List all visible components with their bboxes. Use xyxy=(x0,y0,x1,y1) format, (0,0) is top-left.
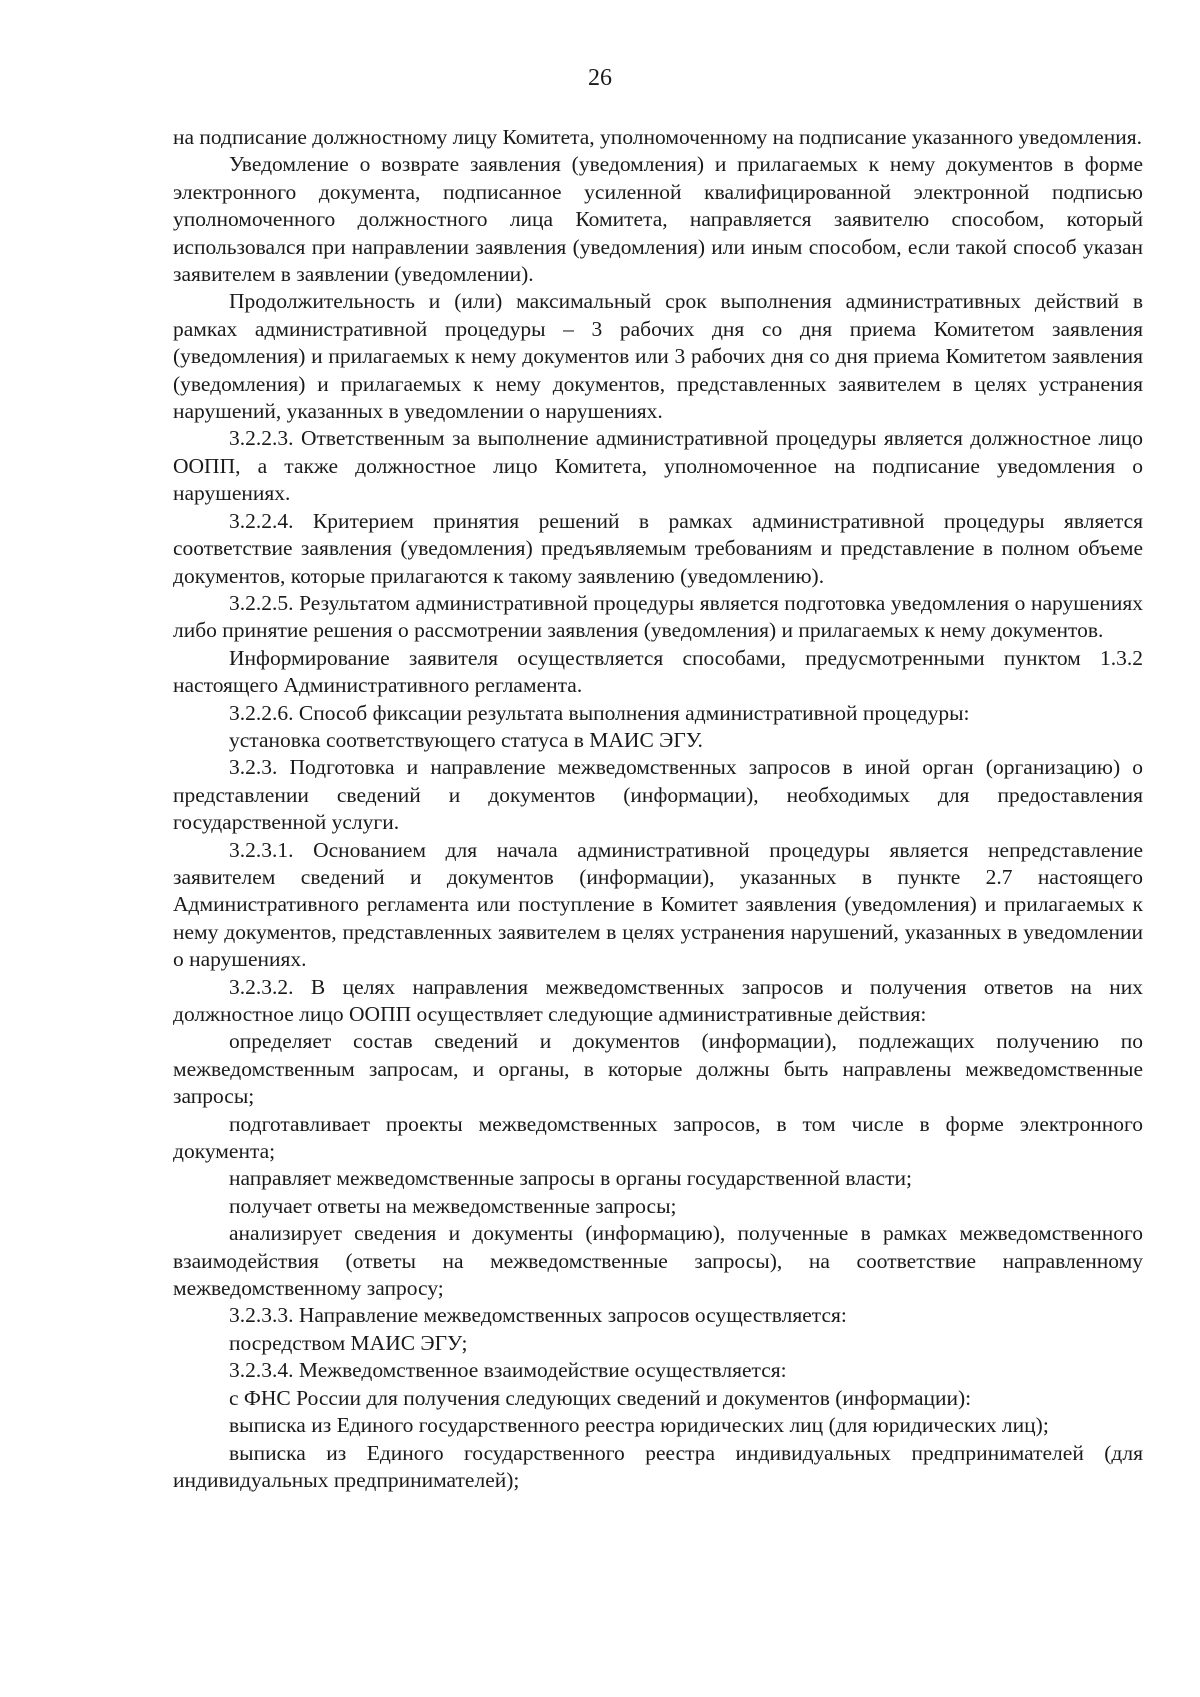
paragraph: определяет состав сведений и документов (информации), подлежащих получению по межведомственным запросам, и органы, в которые должны быть направлены межведомственные запросы; xyxy=(173,1029,1143,1109)
paragraph: установка соответствующего статуса в МАИС ЭГУ. xyxy=(229,727,703,752)
paragraph: 3.2.3. Подготовка и направление межведомственных запросов в иной орган (организацию) о представлении сведений и документов (информации), необходимых для предоставления государственной услуги. xyxy=(173,755,1143,835)
paragraph: 3.2.2.4. Критерием принятия решений в рамках административной процедуры является соответствие заявления (уведомления) предъявляемым требованиям и представление в полном объеме документов, которые прилагаются к такому заявлению (уведомлению). xyxy=(173,508,1143,588)
paragraph: на подписание должностному лицу Комитета, уполномоченному на подписание указанного уведомления. xyxy=(173,125,1142,149)
document-body xyxy=(173,124,1143,1494)
paragraph: направляет межведомственные запросы в органы государственной власти; xyxy=(229,1166,912,1191)
paragraph: выписка из Единого государственного реестра индивидуальных предпринимателей (для индивидуальных предпринимателей); xyxy=(173,1440,1143,1492)
paragraph: Уведомление о возврате заявления (уведомления) и прилагаемых к нему документов в форме электронного документа, подписанное усиленной квалифицированной электронной подписью уполномоченного должностного лица Комитета, направляется заявителю способом, который использовался при направлении заявления (уведомления) или иным способом, если такой способ указан заявителем в заявлении (уведомлении). xyxy=(173,152,1143,287)
paragraph: подготавливает проекты межведомственных запросов, в том числе в форме электронного документа; xyxy=(173,1111,1143,1164)
paragraph: 3.2.2.3. Ответственным за выполнение административной процедуры является должностное лицо ООПП, а также должностное лицо Комитета, уполномоченное на подписание уведомления о нарушениях. xyxy=(173,426,1143,506)
paragraph: анализирует сведения и документы (информацию), полученные в рамках межведомственного взаимодействия (ответы на межведомственные запросы), на соответствие направленному межведомственному запросу; xyxy=(173,1221,1143,1301)
paragraph: посредством МАИС ЭГУ; xyxy=(229,1330,468,1355)
paragraph: получает ответы на межведомственные запросы; xyxy=(229,1193,677,1218)
page-number: 26 xyxy=(588,65,612,91)
paragraph: 3.2.3.3. Направление межведомственных запросов осуществляется: xyxy=(229,1303,847,1328)
paragraph: 3.2.2.5. Результатом административной процедуры является подготовка уведомления о нарушениях либо принятие решения о рассмотрении заявления (уведомления) и прилагаемых к нему документов. xyxy=(173,590,1143,643)
paragraph: 3.2.2.6. Способ фиксации результата выполнения административной процедуры: xyxy=(229,700,970,725)
paragraph: Продолжительность и (или) максимальный срок выполнения административных действий в рамках административной процедуры – 3 рабочих дня со дня приема Комитетом заявления (уведомления) и прилагаемых к нему документов или 3 рабочих дня со дня приема Комитетом заявления (уведомления) и прилагаемых к нему документов, представленных заявителем в целях устранения нарушений, указанных в уведомлении о нарушениях. xyxy=(173,289,1143,424)
paragraph: Информирование заявителя осуществляется способами, предусмотренными пунктом 1.3.2 настоящего Административного регламента. xyxy=(173,645,1143,698)
paragraph: 3.2.3.2. В целях направления межведомственных запросов и получения ответов на них должностное лицо ООПП осуществляет следующие административные действия: xyxy=(173,974,1143,1026)
paragraph: 3.2.3.1. Основанием для начала административной процедуры является непредставление заявителем сведений и документов (информации), указанных в пункте 2.7 настоящего Административного регламента или поступление в Комитет заявления (уведомления) и прилагаемых к нему документов, представленных заявителем в целях устранения нарушений, указанных в уведомлении о нарушениях. xyxy=(173,837,1143,972)
paragraph: выписка из Единого государственного реестра юридических лиц (для юридических лиц); xyxy=(229,1413,1049,1438)
paragraph: с ФНС России для получения следующих сведений и документов (информации): xyxy=(229,1385,972,1410)
paragraph: 3.2.3.4. Межведомственное взаимодействие осуществляется: xyxy=(229,1358,787,1383)
